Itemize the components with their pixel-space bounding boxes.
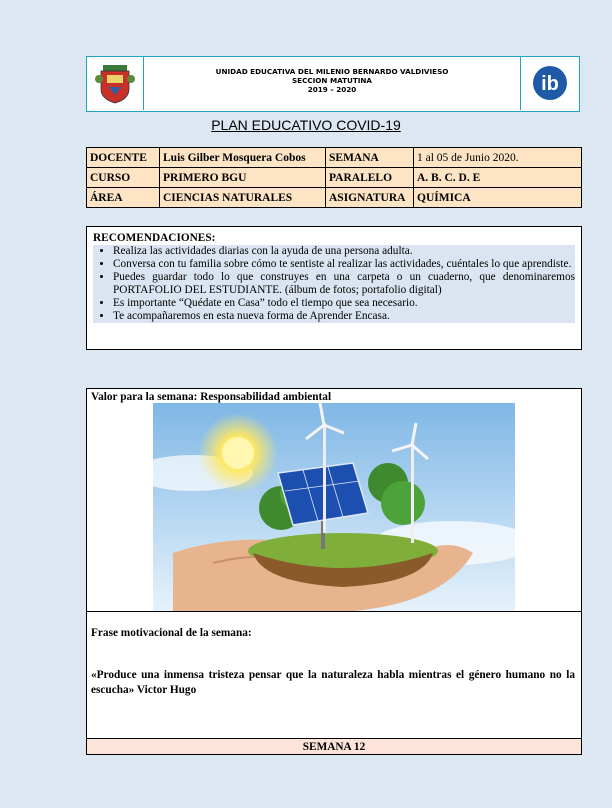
asignatura-label: ASIGNATURA <box>326 188 414 208</box>
school-crest-cell <box>87 57 144 110</box>
renewable-energy-image <box>153 403 515 611</box>
info-table <box>86 147 582 208</box>
school-title-block <box>143 67 521 94</box>
recomendaciones-title: RECOMENDACIONES: <box>93 232 216 244</box>
semana-footer: SEMANA 12 <box>86 738 582 755</box>
curso-label: CURSO <box>87 168 160 188</box>
curso-value: PRIMERO BGU <box>160 168 326 188</box>
list-item: • Realiza las actividades diarias con la ayuda de una persona adulta. <box>113 245 575 258</box>
docente-value: Luis Gilber Mosquera Cobos <box>160 148 326 168</box>
paralelo-value: A. B. C. D. E <box>414 168 582 188</box>
semana-value: 1 al 05 de Junio 2020. <box>414 148 582 168</box>
renewable-energy-illustration <box>153 403 515 611</box>
school-header <box>86 56 580 112</box>
recomendaciones-box <box>86 226 582 350</box>
ib-logo-cell <box>520 57 579 110</box>
area-label: ÁREA <box>87 188 160 208</box>
table-row <box>87 168 582 188</box>
plan-title: PLAN EDUCATIVO COVID-19 <box>211 117 401 133</box>
ib-logo-icon <box>521 57 579 110</box>
valor-box <box>86 388 582 754</box>
list-item: • Es importante “Quédate en Casa” todo el tiempo que sea necesario. <box>113 297 575 310</box>
docente-label: DOCENTE <box>87 148 160 168</box>
section-divider <box>87 611 581 612</box>
list-item: • Puedes guardar todo lo que construyes en una carpeta o un cuaderno, que denominaremos PORTAFOLIO DEL ESTUDIANTE. (álbum de fotos; portafolio digital) <box>113 271 575 297</box>
valor-label: Valor para la semana: Responsabilidad ambiental <box>91 391 332 403</box>
school-crest-icon <box>87 57 143 110</box>
school-years: 2019 – 2020 <box>307 85 357 94</box>
asignatura-value: QUÍMICA <box>414 188 582 208</box>
frase-label: Frase motivacional de la semana: <box>91 627 252 639</box>
table-row <box>87 188 582 208</box>
motivational-quote: «Produce una inmensa tristeza pensar que la naturaleza habla mientras el género humano no la escucha» Victor Hugo <box>91 669 575 696</box>
ib-logo-text: ib <box>541 73 559 95</box>
list-item: • Te acompañaremos en esta nueva forma de Aprender Encasa. <box>113 310 575 323</box>
school-section: SECCION MATUTINA <box>292 76 372 85</box>
area-value: CIENCIAS NATURALES <box>160 188 326 208</box>
semana-label: SEMANA <box>326 148 414 168</box>
recomendaciones-list <box>93 245 575 323</box>
list-item: • Conversa con tu familia sobre cómo te sentiste al realizar las actividades, cuéntales lo que aprendiste. <box>113 258 575 271</box>
paralelo-label: PARALELO <box>326 168 414 188</box>
school-name: UNIDAD EDUCATIVA DEL MILENIO BERNARDO VALDIVIESO <box>215 67 449 76</box>
table-row <box>87 148 582 168</box>
